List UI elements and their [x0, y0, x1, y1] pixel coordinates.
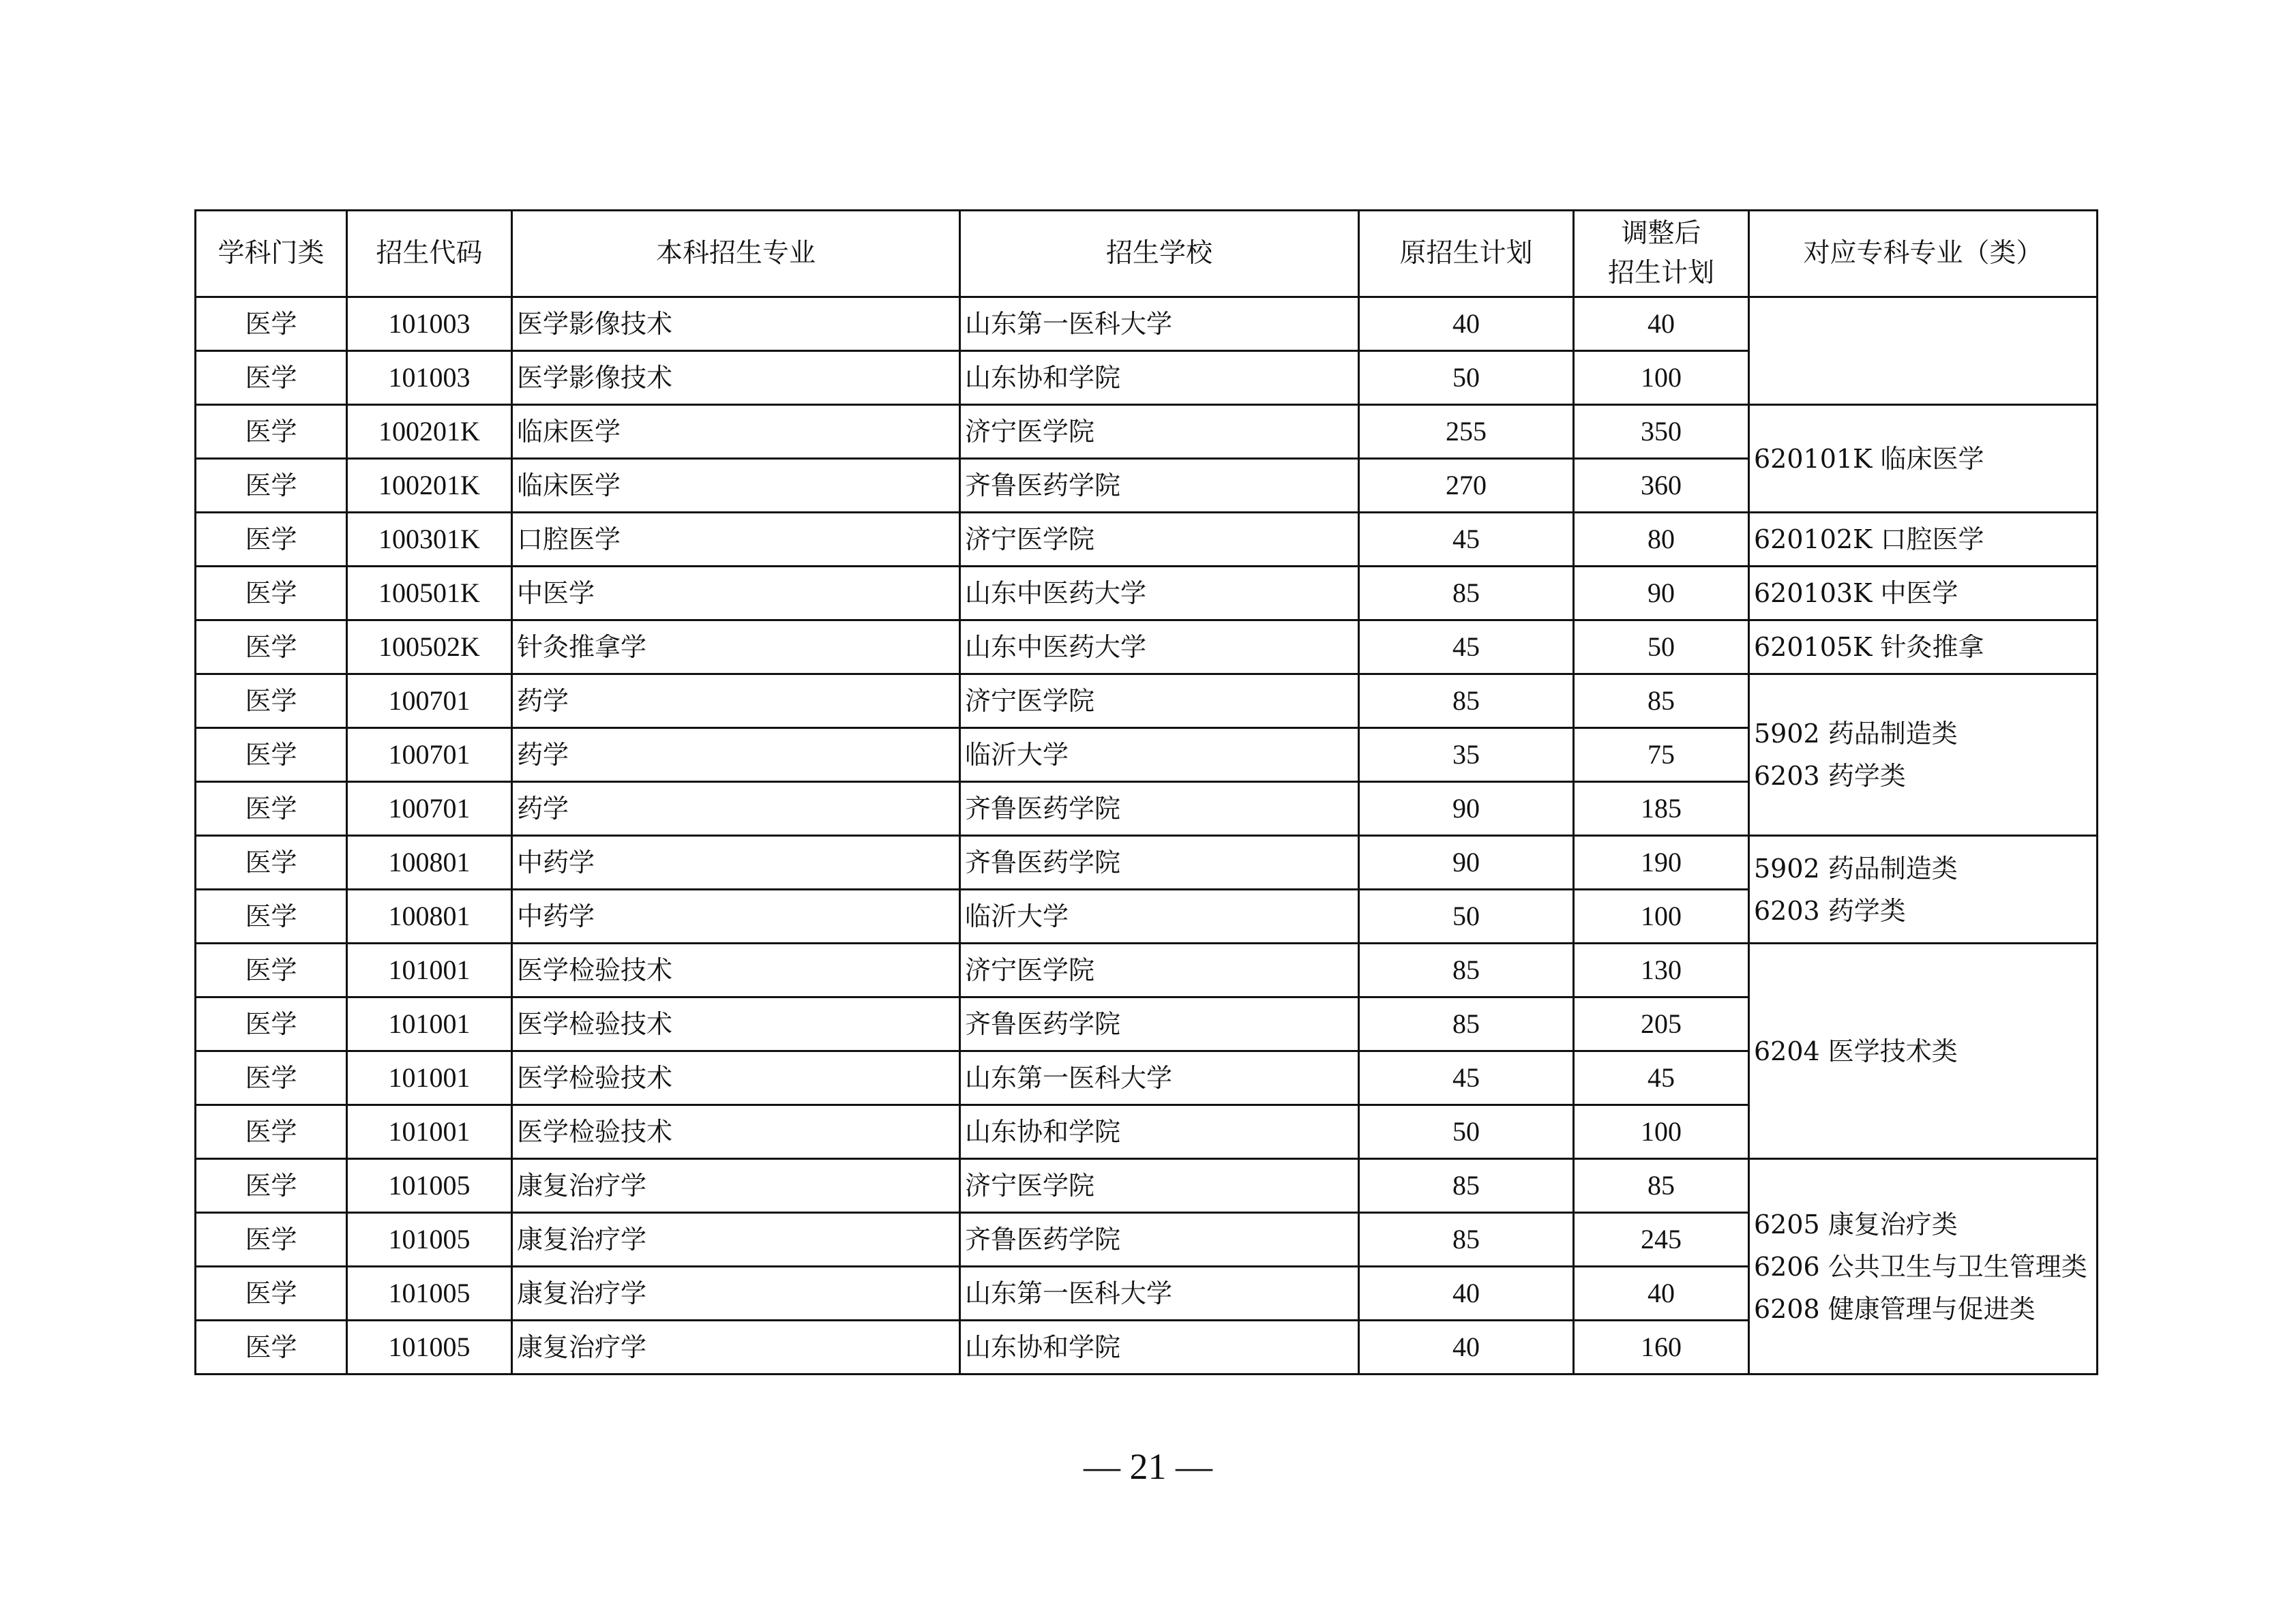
table-body	[196, 297, 2098, 1375]
cell-code: 101003	[347, 297, 512, 351]
cell-adjusted-plan: 80	[1574, 513, 1749, 567]
table-row	[196, 1159, 2098, 1213]
cell-discipline: 医学	[196, 513, 347, 567]
cell-code: 101005	[347, 1213, 512, 1267]
cell-original-plan: 40	[1359, 1267, 1574, 1321]
cell-original-plan: 85	[1359, 1159, 1574, 1213]
cell-major: 药学	[512, 782, 960, 836]
table-row	[196, 405, 2098, 459]
cell-school: 济宁医学院	[960, 1159, 1359, 1213]
cell-school: 山东协和学院	[960, 351, 1359, 405]
cell-original-plan: 40	[1359, 297, 1574, 351]
cell-adjusted-plan: 190	[1574, 836, 1749, 890]
cell-discipline: 医学	[196, 1159, 347, 1213]
cell-code: 101005	[347, 1321, 512, 1375]
enrollment-plan-table	[194, 209, 2098, 1375]
cell-code: 101001	[347, 944, 512, 997]
cell-discipline: 医学	[196, 1213, 347, 1267]
cell-school: 山东中医药大学	[960, 567, 1359, 620]
cell-discipline: 医学	[196, 1051, 347, 1105]
page-number: — 21 —	[1084, 1446, 1212, 1487]
cell-adjusted-plan: 45	[1574, 1051, 1749, 1105]
cell-discipline: 医学	[196, 405, 347, 459]
cell-original-plan: 255	[1359, 405, 1574, 459]
cell-adjusted-plan: 160	[1574, 1321, 1749, 1375]
cell-discipline: 医学	[196, 997, 347, 1051]
table-row	[196, 674, 2098, 728]
cell-school: 山东第一医科大学	[960, 297, 1359, 351]
cell-code: 100701	[347, 728, 512, 782]
cell-major: 医学影像技术	[512, 297, 960, 351]
cell-vocational-major	[1749, 836, 2098, 944]
table-row	[196, 944, 2098, 997]
table-row	[196, 513, 2098, 567]
cell-discipline: 医学	[196, 1267, 347, 1321]
cell-original-plan: 90	[1359, 836, 1574, 890]
cell-adjusted-plan: 85	[1574, 674, 1749, 728]
cell-original-plan: 45	[1359, 620, 1574, 674]
cell-adjusted-plan: 40	[1574, 1267, 1749, 1321]
cell-major: 临床医学	[512, 459, 960, 513]
cell-school: 山东协和学院	[960, 1105, 1359, 1159]
cell-school: 山东第一医科大学	[960, 1051, 1359, 1105]
cell-code: 101001	[347, 1051, 512, 1105]
vocational-major-line: 620101K 临床医学	[1754, 443, 1984, 474]
cell-code: 101001	[347, 1105, 512, 1159]
cell-code: 101001	[347, 997, 512, 1051]
cell-original-plan: 85	[1359, 944, 1574, 997]
cell-adjusted-plan: 50	[1574, 620, 1749, 674]
cell-school: 济宁医学院	[960, 513, 1359, 567]
cell-adjusted-plan: 90	[1574, 567, 1749, 620]
cell-major: 医学影像技术	[512, 351, 960, 405]
cell-adjusted-plan: 130	[1574, 944, 1749, 997]
cell-major: 康复治疗学	[512, 1159, 960, 1213]
cell-school: 临沂大学	[960, 890, 1359, 944]
cell-school: 济宁医学院	[960, 944, 1359, 997]
cell-code: 100502K	[347, 620, 512, 674]
cell-original-plan: 45	[1359, 513, 1574, 567]
cell-vocational-major	[1749, 620, 2098, 674]
cell-discipline: 医学	[196, 459, 347, 513]
cell-discipline: 医学	[196, 890, 347, 944]
header-vocational-major: 对应专科专业（类）	[1749, 211, 2098, 297]
cell-major: 医学检验技术	[512, 944, 960, 997]
cell-school: 山东第一医科大学	[960, 1267, 1359, 1321]
cell-code: 101005	[347, 1159, 512, 1213]
cell-school: 济宁医学院	[960, 405, 1359, 459]
cell-school: 山东协和学院	[960, 1321, 1359, 1375]
cell-adjusted-plan: 85	[1574, 1159, 1749, 1213]
cell-original-plan: 85	[1359, 567, 1574, 620]
cell-code: 100801	[347, 836, 512, 890]
cell-discipline: 医学	[196, 674, 347, 728]
vocational-major-line: 6208 健康管理与促进类	[1754, 1293, 2036, 1324]
cell-school: 齐鲁医药学院	[960, 782, 1359, 836]
cell-vocational-major	[1749, 567, 2098, 620]
cell-major: 康复治疗学	[512, 1267, 960, 1321]
cell-adjusted-plan: 40	[1574, 297, 1749, 351]
cell-original-plan: 85	[1359, 1213, 1574, 1267]
vocational-major-line: 6206 公共卫生与卫生管理类	[1754, 1251, 2087, 1282]
cell-original-plan: 270	[1359, 459, 1574, 513]
cell-original-plan: 50	[1359, 1105, 1574, 1159]
cell-vocational-major	[1749, 405, 2098, 513]
cell-adjusted-plan: 100	[1574, 1105, 1749, 1159]
vocational-major-line: 6203 药学类	[1754, 895, 1906, 926]
cell-original-plan: 85	[1359, 674, 1574, 728]
cell-discipline: 医学	[196, 351, 347, 405]
vocational-major-line: 6204 医学技术类	[1754, 1036, 1958, 1066]
table-row	[196, 836, 2098, 890]
header-code: 招生代码	[347, 211, 512, 297]
cell-school: 临沂大学	[960, 728, 1359, 782]
cell-vocational-major	[1749, 513, 2098, 567]
cell-major: 中医学	[512, 567, 960, 620]
cell-adjusted-plan: 100	[1574, 351, 1749, 405]
cell-major: 医学检验技术	[512, 1105, 960, 1159]
vocational-major-line: 620102K 口腔医学	[1754, 524, 1984, 554]
vocational-major-line: 5902 药品制造类	[1754, 853, 1958, 884]
table-row	[196, 297, 2098, 351]
header-discipline: 学科门类	[196, 211, 347, 297]
cell-vocational-major	[1749, 1159, 2098, 1375]
cell-school: 山东中医药大学	[960, 620, 1359, 674]
cell-school: 齐鲁医药学院	[960, 459, 1359, 513]
cell-major: 康复治疗学	[512, 1213, 960, 1267]
cell-vocational-major	[1749, 297, 2098, 405]
cell-adjusted-plan: 350	[1574, 405, 1749, 459]
cell-original-plan: 40	[1359, 1321, 1574, 1375]
cell-code: 100701	[347, 782, 512, 836]
header-adjusted-line1: 调整后	[1621, 218, 1701, 249]
header-school: 招生学校	[960, 211, 1359, 297]
cell-major: 口腔医学	[512, 513, 960, 567]
cell-code: 100701	[347, 674, 512, 728]
table-row	[196, 567, 2098, 620]
cell-major: 中药学	[512, 836, 960, 890]
header-adjusted-line2: 招生计划	[1607, 258, 1714, 288]
cell-original-plan: 90	[1359, 782, 1574, 836]
cell-major: 康复治疗学	[512, 1321, 960, 1375]
table-header-row	[196, 211, 2098, 297]
cell-original-plan: 35	[1359, 728, 1574, 782]
cell-code: 100201K	[347, 459, 512, 513]
cell-code: 100801	[347, 890, 512, 944]
cell-discipline: 医学	[196, 1321, 347, 1375]
cell-discipline: 医学	[196, 836, 347, 890]
cell-discipline: 医学	[196, 297, 347, 351]
cell-major: 医学检验技术	[512, 997, 960, 1051]
header-major: 本科招生专业	[512, 211, 960, 297]
cell-major: 药学	[512, 674, 960, 728]
cell-major: 医学检验技术	[512, 1051, 960, 1105]
cell-major: 药学	[512, 728, 960, 782]
cell-major: 针灸推拿学	[512, 620, 960, 674]
cell-adjusted-plan: 185	[1574, 782, 1749, 836]
cell-discipline: 医学	[196, 1105, 347, 1159]
cell-adjusted-plan: 100	[1574, 890, 1749, 944]
cell-adjusted-plan: 205	[1574, 997, 1749, 1051]
cell-original-plan: 85	[1359, 997, 1574, 1051]
cell-adjusted-plan: 360	[1574, 459, 1749, 513]
vocational-major-line: 620103K 中医学	[1754, 578, 1958, 608]
cell-vocational-major	[1749, 674, 2098, 836]
table-row	[196, 620, 2098, 674]
header-original-plan: 原招生计划	[1359, 211, 1574, 297]
cell-major: 临床医学	[512, 405, 960, 459]
cell-original-plan: 50	[1359, 890, 1574, 944]
cell-school: 齐鲁医药学院	[960, 1213, 1359, 1267]
vocational-major-line: 6203 药学类	[1754, 761, 1906, 791]
cell-discipline: 医学	[196, 620, 347, 674]
cell-discipline: 医学	[196, 567, 347, 620]
cell-adjusted-plan: 75	[1574, 728, 1749, 782]
vocational-major-line: 620105K 针灸推拿	[1754, 632, 1984, 662]
cell-code: 101003	[347, 351, 512, 405]
cell-discipline: 医学	[196, 944, 347, 997]
cell-discipline: 医学	[196, 782, 347, 836]
cell-code: 100501K	[347, 567, 512, 620]
cell-code: 101005	[347, 1267, 512, 1321]
cell-discipline: 医学	[196, 728, 347, 782]
cell-code: 100301K	[347, 513, 512, 567]
cell-major: 中药学	[512, 890, 960, 944]
cell-school: 济宁医学院	[960, 674, 1359, 728]
cell-school: 齐鲁医药学院	[960, 836, 1359, 890]
cell-school: 齐鲁医药学院	[960, 997, 1359, 1051]
vocational-major-line: 6205 康复治疗类	[1754, 1209, 1958, 1240]
cell-original-plan: 45	[1359, 1051, 1574, 1105]
cell-vocational-major	[1749, 944, 2098, 1159]
cell-original-plan: 50	[1359, 351, 1574, 405]
cell-code: 100201K	[347, 405, 512, 459]
cell-adjusted-plan: 245	[1574, 1213, 1749, 1267]
header-adjusted-plan	[1574, 211, 1749, 297]
vocational-major-line: 5902 药品制造类	[1754, 719, 1958, 749]
